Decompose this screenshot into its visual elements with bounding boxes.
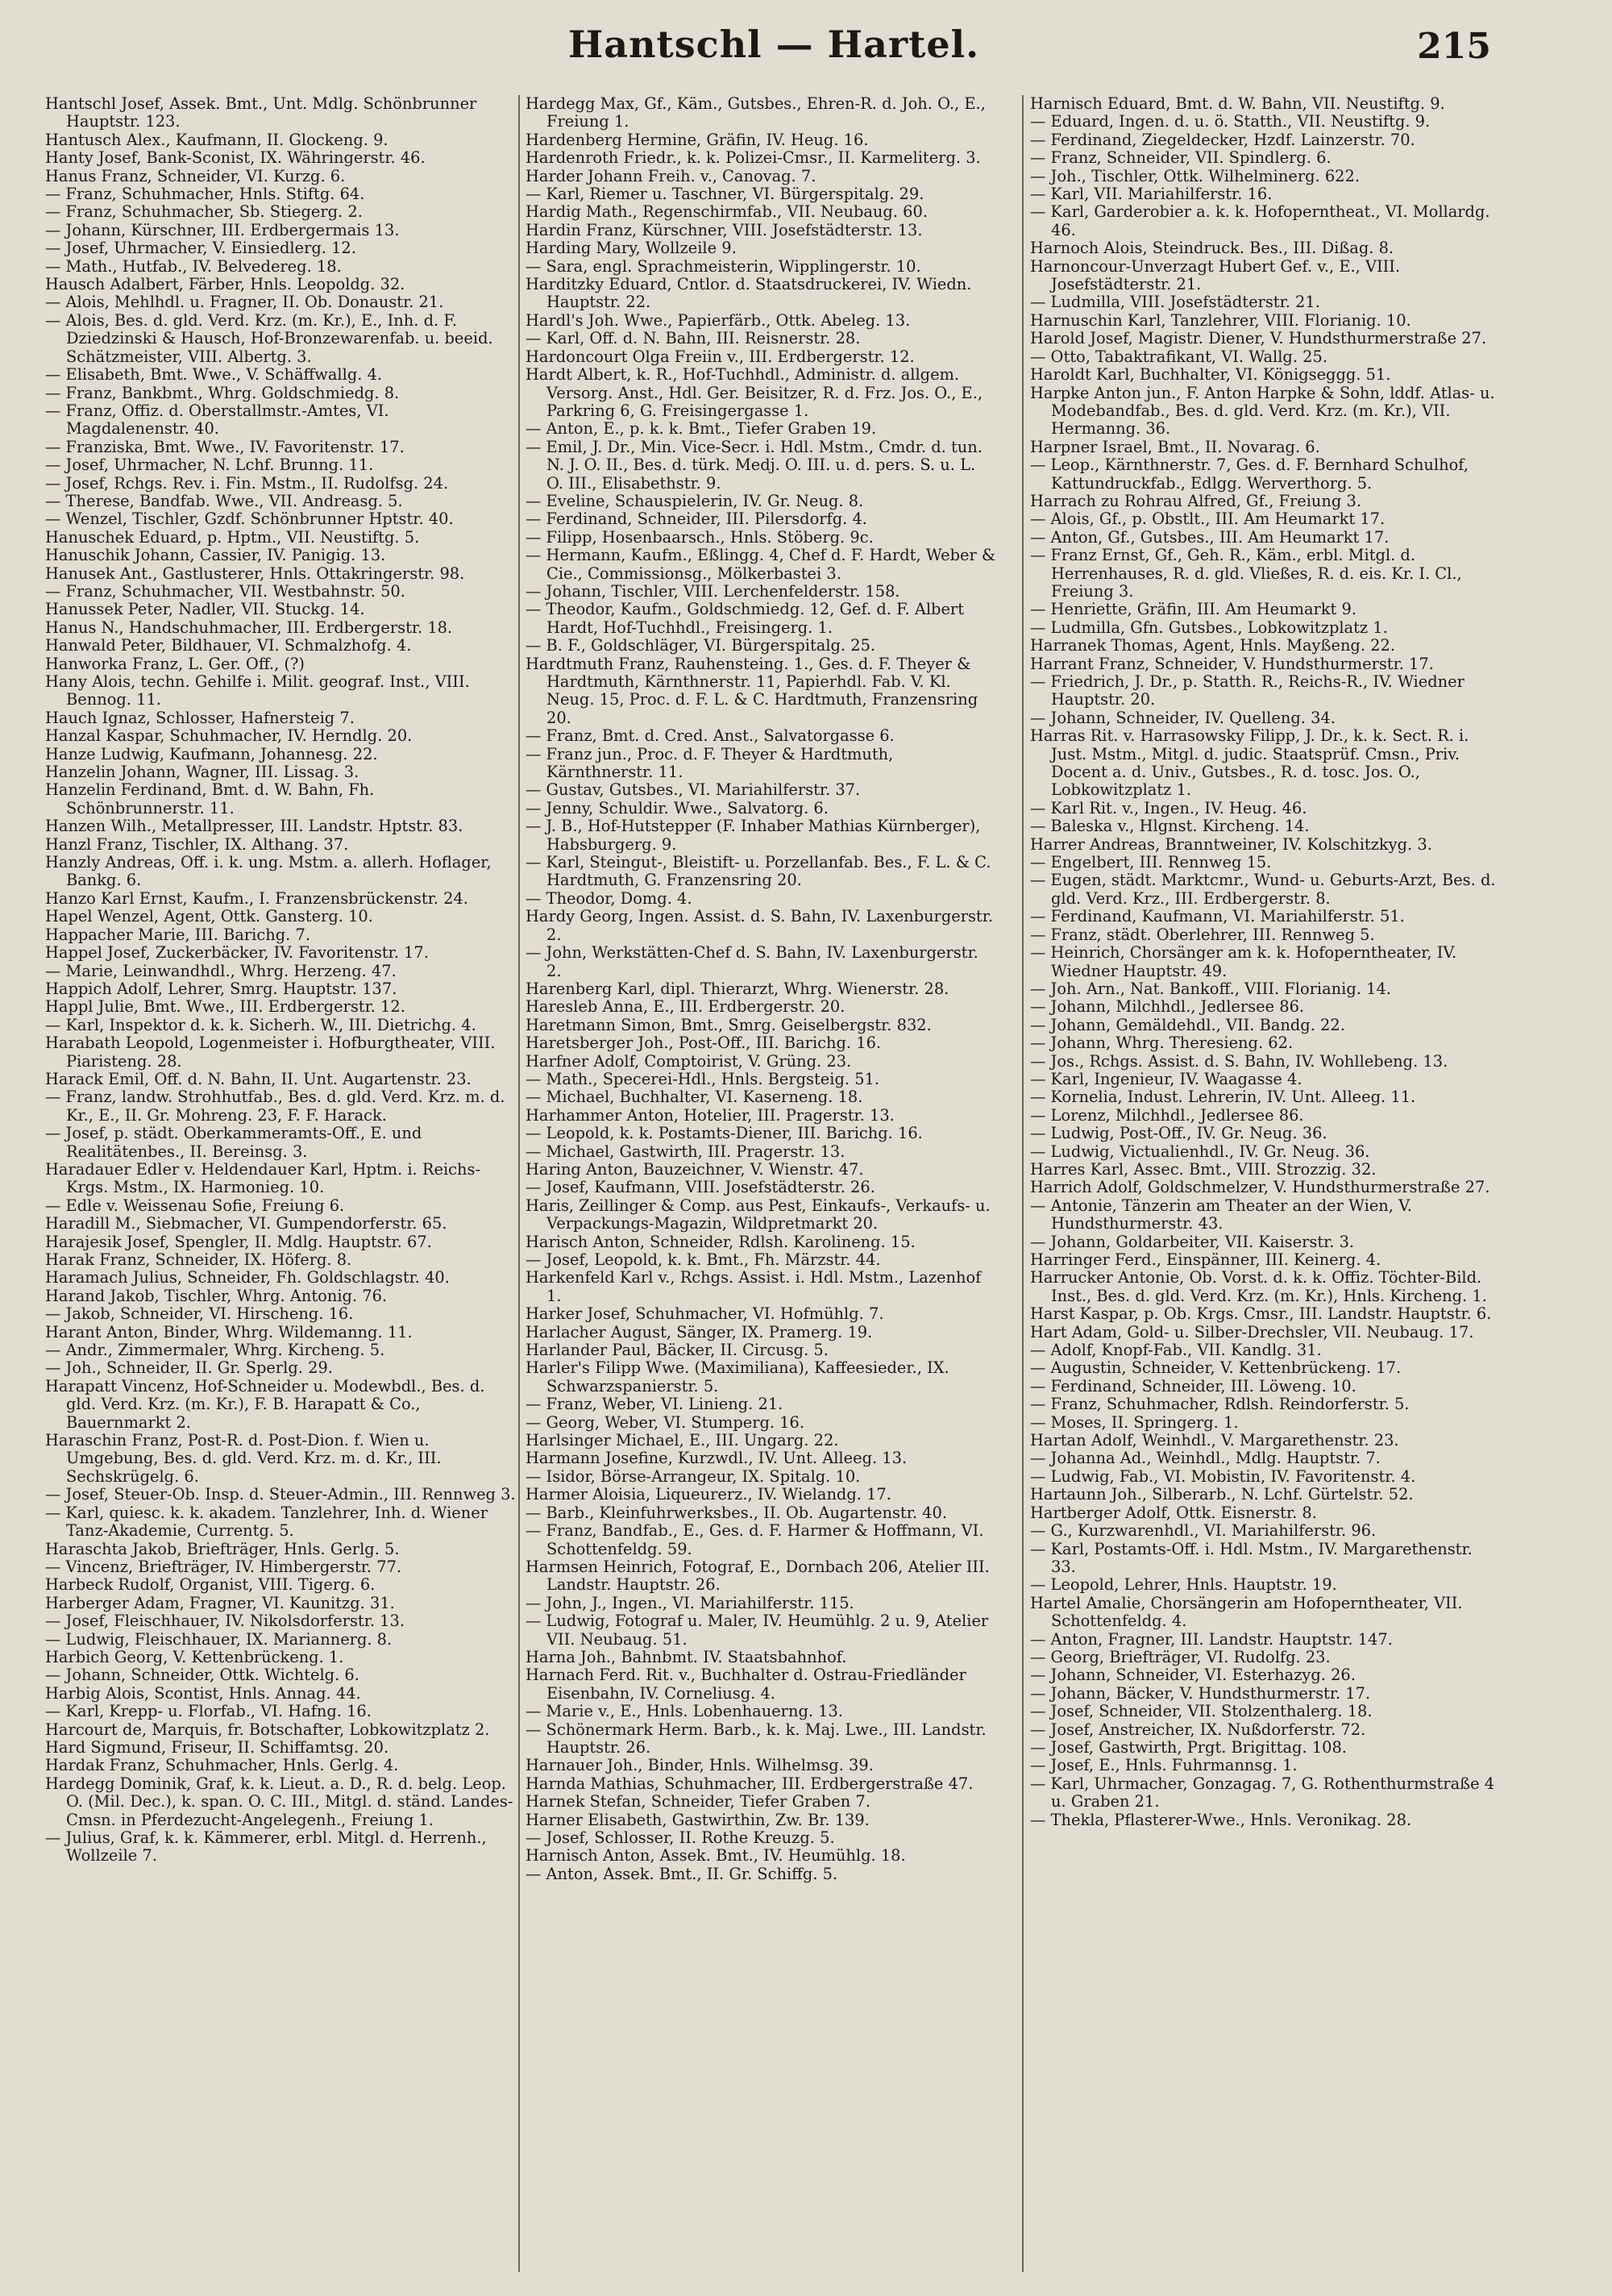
directory-entry: — Moses, II. Springerg. 1. [1030,1412,1239,1432]
directory-entry: — Johann, Milchhdl., Jedlersee 86. [1030,997,1305,1017]
directory-entry: — Filipp, Hosenbaarsch., Hnls. Stöberg. 9c. [526,527,874,547]
directory-entry: — Leopold, Lehrer, Hnls. Hauptstr. 19. [1030,1575,1337,1595]
directory-entry: Hanze Ludwig, Kaufmann, Johannesg. 22. [45,744,378,763]
directory-entry: — Josef, Kaufmann, VIII. Josefstädterstr. 26. [526,1178,875,1197]
directory-entry: — Thekla, Pflasterer-Wwe., Hnls. Veronikag. 28. [1030,1810,1412,1829]
directory-entry: Hartaunn Joh., Silberarb., N. Lchf. Gürtelstr. 52. [1030,1485,1414,1504]
directory-entry: Hanzelin Ferdinand, Bmt. d. W. Bahn, Fh. Schönbrunnerstr. 11. [45,780,375,817]
directory-entry: — Karl, Garderobier a. k. k. Hofoperntheat., VI. Mollardg. 46. [1030,202,1490,239]
directory-entry: Harbig Alois, Scontist, Hnls. Annag. 44. [45,1683,361,1703]
directory-entry: — Joh., Tischler, Ottk. Wilhelminerg. 622. [1030,166,1361,185]
directory-entry: — Hermann, Kaufm., Eßlingg. 4, Chef d. F. Hardt, Weber & Cie., Commissionsg., Mölkerbastei 3. [526,546,996,583]
directory-entry: Hauch Ignaz, Schlosser, Hafnersteig 7. [45,708,355,727]
directory-entry: Hardegg Dominik, Graf, k. k. Lieut. a. D., R. d. belg. Leop. O. (Mil. Dec.), k. span. O. C. III., Mitgl. d. ständ. Landes-Cmsn. in Pferdezucht-Angelegenh., Freiung 1. [45,1774,513,1829]
directory-entry: Harditzky Eduard, Cntlor. d. Staatsdruckerei, IV. Wiedn. Hauptstr. 22. [526,275,972,312]
directory-entry: Hanus Franz, Schneider, VI. Kurzg. 6. [45,166,346,185]
directory-entry: — Franz, Schuhmacher, VII. Westbahnstr. 50. [45,581,405,601]
directory-entry: Hapel Wenzel, Agent, Ottk. Gansterg. 10. [45,907,373,926]
page-number: 215 [1417,26,1491,67]
directory-entry: — Franz, Bandfab., E., Ges. d. F. Harmer & Hoffmann, VI. Schottenfeldg. 59. [526,1521,984,1558]
directory-entry: Hanwald Peter, Bildhauer, VI. Schmalzhofg. 4. [45,636,412,655]
directory-entry: — Kornelia, Indust. Lehrerin, IV. Unt. Alleeg. 11. [1030,1088,1416,1107]
directory-entry: Hanzelin Johann, Wagner, III. Lissag. 3. [45,763,359,782]
directory-entry: — Georg, Briefträger, VI. Rudolfg. 23. [1030,1647,1331,1666]
directory-entry: Hanworka Franz, L. Ger. Off., (?) [45,654,305,673]
directory-entry: Harpke Anton jun., F. Anton Harpke & Sohn, lddf. Atlas- u. Modebandfab., Bes. d. gld. Verd. Krz. (m. Kr.), VII. Hermanng. 36. [1030,383,1495,439]
directory-entry: — Josef, Schlosser, II. Rothe Kreuzg. 5. [526,1828,835,1847]
directory-entry: Haramach Julius, Schneider, Fh. Goldschlagstr. 40. [45,1268,450,1287]
directory-entry: — Eugen, städt. Marktcmr., Wund- u. Geburts-Arzt, Bes. d. gld. Verd. Krz., III. Erdbergerstr. 8. [1030,871,1496,908]
directory-entry: — Franz, Schuhmacher, Sb. Stiegerg. 2. [45,202,363,222]
directory-column-2 [526,95,997,2272]
directory-entry: — Karl, Steingut-, Bleistift- u. Porzellanfab. Bes., F. L. & C. Hardtmuth, G. Franzensring 20. [526,853,991,890]
directory-entry: — Jakob, Schneider, VI. Hirscheng. 16. [45,1304,354,1324]
directory-entry: — Henriette, Gräfin, III. Am Heumarkt 9. [1030,600,1356,619]
directory-entry: — Marie, Leinwandhdl., Whrg. Herzeng. 47. [45,961,397,980]
directory-entry: Harant Anton, Binder, Whrg. Wildemanng. 11. [45,1322,413,1341]
directory-entry: Hardtmuth Franz, Rauhensteing. 1., Ges. d. F. Theyer & Hardtmuth, Kärnthnerstr. 11, Papierhdl. Fab. V. Kl. Neug. 15, Proc. d. F. L. & C. Hardtmuth, Franzensring 20. [526,654,978,727]
directory-entry: — Edle v. Weissenau Sofie, Freiung 6. [45,1196,345,1215]
directory-entry: — Josef, Leopold, k. k. Bmt., Fh. Märzstr. 44. [526,1250,881,1269]
directory-entry: — Ferdinand, Ziegeldecker, Hzdf. Lainzerstr. 70. [1030,130,1415,149]
directory-entry: Harack Emil, Off. d. N. Bahn, II. Unt. Augartenstr. 23. [45,1069,472,1088]
directory-entry: — Alois, Gf., p. Obstlt., III. Am Heumarkt 17. [1030,510,1386,529]
directory-entry: Hanuschik Johann, Cassier, IV. Panigig. 13. [45,546,386,565]
directory-entry: Haresleb Anna, E., III. Erdbergerstr. 20. [526,997,845,1017]
directory-entry: Harfner Adolf, Comptoirist, V. Grüng. 23. [526,1051,852,1071]
directory-entry: — Schönermark Herm. Barb., k. k. Maj. Lwe., III. Landstr. Hauptstr. 26. [526,1720,987,1757]
directory-entry: Hardin Franz, Kürschner, VIII. Josefstädterstr. 13. [526,220,923,239]
directory-entry: Hardt Albert, k. R., Hof-Tuchhdl., Administr. d. allgem. Versorg. Anst., Hdl. Ger. Beisitzer, R. d. Frz. Jos. O., E., Parkring 6, G. Freisingergasse 1. [526,365,983,420]
directory-entry: Harenberg Karl, dipl. Thierarzt, Whrg. Wienerstr. 28. [526,979,949,998]
directory-entry: Hardenberg Hermine, Gräfin, IV. Heug. 16. [526,130,869,149]
directory-entry: Happl Julie, Bmt. Wwe., III. Erdbergerstr. 12. [45,997,405,1017]
directory-entry: — Franz, städt. Oberlehrer, III. Rennweg 5. [1030,925,1375,944]
directory-entry: Harnach Ferd. Rit. v., Buchhalter d. Ostrau-Friedländer Eisenbahn, IV. Corneliusg. 4. [526,1666,966,1703]
directory-entry: — Adolf, Knopf-Fab., VII. Kandlg. 31. [1030,1341,1322,1360]
directory-entry: — Johann, Kürschner, III. Erdbergermais 13. [45,220,400,239]
directory-entry: — Johann, Schneider, Ottk. Wichtelg. 6. [45,1666,359,1685]
directory-entry: Harberger Adam, Fragner, VI. Kaunitzg. 31. [45,1593,395,1612]
directory-entry: — Anton, Fragner, III. Landstr. Hauptstr. 147. [1030,1629,1393,1649]
directory-entry: — Josef, Gastwirth, Prgt. Brigittag. 108. [1030,1737,1347,1757]
directory-entry: — Franz, Schuhmacher, Rdlsh. Reindorferstr. 5. [1030,1395,1410,1414]
directory-entry: — Georg, Weber, VI. Stumperg. 16. [526,1412,805,1432]
directory-entry: Harnoch Alois, Steindruck. Bes., III. Dißag. 8. [1030,239,1394,258]
directory-entry: — John, J., Ingen., VI. Mariahilferstr. 115. [526,1593,854,1612]
directory-entry: Harranek Thomas, Agent, Hnls. Mayßeng. 22. [1030,636,1396,655]
directory-entry: Hanus N., Handschuhmacher, III. Erdbergerstr. 18. [45,618,453,637]
directory-entry: Harak Franz, Schneider, IX. Höferg. 8. [45,1250,352,1269]
directory-entry: Harras Rit. v. Harrasowsky Filipp, J. Dr., k. k. Sect. R. i. Just. Mstm., Mitgl. d. judic. Staatsprüf. Cmsn., Priv. Docent a. d. Univ., Gutsbes., R. d. tosc. Jos. O., Lobkowitzplatz 1. [1030,726,1469,800]
directory-entry: — Karl, Uhrmacher, Gonzagag. 7, G. Rothenthurmstraße 4 u. Graben 21. [1030,1774,1495,1811]
page-header-title: Hantschl — Hartel. [567,23,980,66]
directory-entry: Hausch Adalbert, Färber, Hnls. Leopoldg. 32. [45,275,405,294]
directory-entry: — Baleska v., Hlgnst. Kircheng. 14. [1030,817,1310,836]
directory-entry: Harker Josef, Schuhmacher, VI. Hofmühlg. 7. [526,1304,884,1324]
directory-entry: — Josef, E., Hnls. Fuhrmannsg. 1. [1030,1756,1298,1775]
directory-entry: Harrich Adolf, Goldschmelzer, V. Hundsthurmerstraße 27. [1030,1178,1490,1197]
directory-entry: — Josef, p. städt. Oberkammeramts-Off., E. und Realitätenbes., II. Bereinsg. 3. [45,1124,422,1161]
directory-entry: — Karl, Ingenieur, IV. Waagasse 4. [1030,1069,1302,1088]
directory-entry: Harkenfeld Karl v., Rchgs. Assist. i. Hdl. Mstm., Lazenhof 1. [526,1268,982,1305]
directory-entry: Harrant Franz, Schneider, V. Hundsthurmerstr. 17. [1030,654,1434,673]
directory-entry: — G., Kurzwarenhdl., VI. Mariahilferstr. 96. [1030,1521,1377,1541]
directory-entry: — Ludmilla, Gfn. Gutsbes., Lobkowitzplatz 1. [1030,618,1388,637]
directory-entry: Hanussek Peter, Nadler, VII. Stuckg. 14. [45,600,365,619]
directory-entry: — Andr., Zimmermaler, Whrg. Kircheng. 5. [45,1341,385,1360]
directory-entry: — Franziska, Bmt. Wwe., IV. Favoritenstr. 17. [45,437,405,456]
directory-entry: Haradill M., Siebmacher, VI. Gumpendorferstr. 65. [45,1214,447,1233]
directory-entry: Harrach zu Rohrau Alfred, Gf., Freiung 3. [1030,491,1361,510]
directory-entry: — Ferdinand, Schneider, III. Löweng. 10. [1030,1376,1356,1395]
directory-entry: Hardegg Max, Gf., Käm., Gutsbes., Ehren-R. d. Joh. O., E., Freiung 1. [526,95,986,131]
directory-entry: Harbeck Rudolf, Organist, VIII. Tigerg. 6. [45,1575,376,1595]
directory-entry: — Ludmilla, VIII. Josefstädterstr. 21. [1030,293,1320,312]
directory-entry: Haroldt Karl, Buchhalter, VI. Königseggg. 51. [1030,365,1391,385]
directory-entry: Haraschin Franz, Post-R. d. Post-Dion. f. Wien u. Umgebung, Bes. d. gld. Verd. Krz. m. d. Kr., III. Sechskrügelg. 6. [45,1431,442,1486]
directory-entry: — Ludwig, Fleischhauer, IX. Mariannerg. 8. [45,1629,393,1649]
directory-entry: Harler's Filipp Wwe. (Maximiliana), Kaffeesieder., IX. Schwarzspanierstr. 5. [526,1358,949,1395]
directory-entry: Harabath Leopold, Logenmeister i. Hofburgtheater, VIII. Piaristeng. 28. [45,1034,496,1071]
directory-entry: Haring Anton, Bauzeichner, V. Wienstr. 47. [526,1159,864,1179]
directory-entry: — Eveline, Schauspielerin, IV. Gr. Neug. 8. [526,491,864,510]
directory-entry: Hanzen Wilh., Metallpresser, III. Landstr. Hptstr. 83. [45,817,463,836]
directory-entry: — Johann, Tischler, VIII. Lerchenfelderstr. 158. [526,581,900,601]
directory-entry: Harmann Josefine, Kurzwdl., IV. Unt. Alleeg. 13. [526,1449,908,1468]
directory-entry: — Joh., Schneider, II. Gr. Sperlg. 29. [45,1358,333,1378]
directory-entry: Haretsberger Joh., Post-Off., III. Barichg. 16. [526,1034,882,1053]
directory-entry: — Ludwig, Victualienhdl., IV. Gr. Neug. 36. [1030,1142,1370,1161]
directory-entry: Hanzly Andreas, Off. i. k. ung. Mstm. a. allerh. Hoflager, Bankg. 6. [45,853,492,890]
directory-entry: — Karl, quiesc. k. k. akadem. Tanzlehrer, Inh. d. Wiener Tanz-Akademie, Currentg. 5. [45,1503,488,1541]
directory-entry: — Antonie, Tänzerin am Theater an der Wien, V. Hundsthurmerstr. 43. [1030,1196,1412,1233]
directory-entry: Haretmann Simon, Bmt., Smrg. Geiselbergstr. 832. [526,1015,932,1034]
directory-entry: — Anton, Gf., Gutsbes., III. Am Heumarkt 17. [1030,527,1390,547]
directory-entry: Harnisch Anton, Assek. Bmt., IV. Heumühlg. 18. [526,1846,906,1866]
directory-entry: — Ferdinand, Schneider, III. Pilersdorfg. 4. [526,510,867,529]
directory-entry: Harnek Stefan, Schneider, Tiefer Graben 7. [526,1792,870,1811]
directory-entry: Hard Sigmund, Friseur, II. Schiffamtsg. 20. [45,1737,389,1757]
directory-entry: Harner Elisabeth, Gastwirthin, Zw. Br. 139. [526,1810,870,1829]
directory-entry: Harnuschin Karl, Tanzlehrer, VIII. Florianig. 10. [1030,310,1411,330]
directory-entry: Harisch Anton, Schneider, Rdlsh. Karolineng. 15. [526,1232,916,1251]
directory-entry: — Josef, Rchgs. Rev. i. Fin. Mstm., II. Rudolfsg. 24. [45,473,449,493]
directory-entry: Hartberger Adolf, Ottk. Eisnerstr. 8. [1030,1503,1317,1522]
directory-entry: — Emil, J. Dr., Min. Vice-Secr. i. Hdl. Mstm., Cmdr. d. tun. N. J. O. II., Bes. d. türk. Medj. O. III. u. d. pers. S. u. L. O. III., Elisabethstr. 9. [526,437,983,493]
directory-entry: — Franz, Schuhmacher, Hnls. Stiftg. 64. [45,185,365,204]
directory-entry: — Engelbert, III. Rennweg 15. [1030,853,1272,872]
directory-entry: — Julius, Graf, k. k. Kämmerer, erbl. Mitgl. d. Herrenh., Wollzeile 7. [45,1828,487,1866]
directory-entry: — Johanna Ad., Weinhdl., Mdlg. Hauptstr. 7. [1030,1449,1381,1468]
directory-entry: — Josef, Anstreicher, IX. Nußdorferstr. 72. [1030,1720,1366,1739]
directory-entry: — Math., Hutfab., IV. Belvedereg. 18. [45,256,342,276]
directory-entry: — Michael, Buchhalter, VI. Kaserneng. 18. [526,1088,863,1107]
directory-entry: Harna Joh., Bahnbmt. IV. Staatsbahnhof. [526,1647,847,1666]
directory-entry: Hartan Adolf, Weinhdl., V. Margarethenstr. 23. [1030,1431,1399,1450]
directory-entry: — Therese, Bandfab. Wwe., VII. Andreasg. 5. [45,491,403,510]
directory-entry: Hanuschek Eduard, p. Hptm., VII. Neustiftg. 5. [45,527,420,547]
directory-column-1 [45,95,517,2272]
directory-entry: — Vincenz, Briefträger, IV. Himbergerstr. 77. [45,1557,402,1576]
directory-entry: — B. F., Goldschläger, VI. Bürgerspitalg. 25. [526,636,876,655]
directory-entry: Harmsen Heinrich, Fotograf, E., Dornbach 206, Atelier III. Landstr. Hauptstr. 26. [526,1557,990,1595]
column-divider [518,95,520,2272]
directory-entry: — Leop., Kärnthnerstr. 7, Ges. d. F. Bernhard Schulhof, Kattundruckfab., Edlgg. Werverthorg. 5. [1030,455,1469,493]
directory-entry: Hanzo Karl Ernst, Kaufm., I. Franzensbrückenstr. 24. [45,888,468,908]
directory-entry: — Otto, Tabaktrafikant, VI. Wallg. 25. [1030,347,1327,366]
column-divider [1022,95,1024,2272]
directory-entry: — Augustin, Schneider, V. Kettenbrückeng. 17. [1030,1358,1402,1378]
directory-entry: — Michael, Gastwirth, III. Pragerstr. 13. [526,1142,845,1161]
directory-entry: — Alois, Bes. d. gld. Verd. Krz. (m. Kr.), E., Inh. d. F. Dziedzinski & Hausch, Hof-Bronzewarenfab. u. beeid. Schätzmeister, VIII. Albertg. 3. [45,310,493,366]
directory-entry: — Franz, Offiz. d. Oberstallmstr.-Amtes, VI. Magdalenenstr. 40. [45,401,389,439]
directory-entry: Harder Johann Freih. v., Canovag. 7. [526,166,816,185]
directory-entry: — Anton, Assek. Bmt., II. Gr. Schiffg. 5. [526,1864,838,1883]
directory-entry: — Wenzel, Tischler, Gzdf. Schönbrunner Hptstr. 40. [45,510,454,529]
directory-entry: Harapatt Vincenz, Hof-Schneider u. Modewbdl., Bes. d. gld. Verd. Krz. (m. Kr.), F. B. Harapatt & Co., Bauernmarkt 2. [45,1376,485,1432]
directory-entry: Harold Josef, Magistr. Diener, V. Hundsthurmerstraße 27. [1030,329,1487,348]
directory-entry: Harnda Mathias, Schuhmacher, III. Erdbergerstraße 47. [526,1774,974,1793]
directory-entry: Harnauer Joh., Binder, Hnls. Wilhelmsg. 39. [526,1756,874,1775]
directory-entry: — Josef, Uhrmacher, N. Lchf. Brunng. 11. [45,455,374,475]
directory-entry: — John, Werkstätten-Chef d. S. Bahn, IV. Laxenburgerstr. 2. [526,943,978,980]
directory-column-3 [1030,95,1502,2272]
directory-entry: — Leopold, k. k. Postamts-Diener, III. Barichg. 16. [526,1124,923,1143]
directory-entry: Harand Jakob, Tischler, Whrg. Antonig. 76. [45,1286,388,1305]
directory-entry: Harajesik Josef, Spengler, II. Mdlg. Hauptstr. 67. [45,1232,432,1251]
directory-entry: — Johann, Bäcker, V. Hundsthurmerstr. 17. [1030,1683,1371,1703]
directory-entry: — Franz, Bankbmt., Whrg. Goldschmiedg. 8. [45,383,400,402]
directory-entry: — Karl, Krepp- u. Florfab., VI. Hafng. 16. [45,1702,372,1721]
directory-entry: Harrucker Antonie, Ob. Vorst. d. k. k. Offiz. Töchter-Bild. Inst., Bes. d. gld. Verd. Krz. (m. Kr.), Hnls. Kircheng. 1. [1030,1268,1487,1305]
directory-entry: — Jenny, Schuldir. Wwe., Salvatorg. 6. [526,798,829,817]
directory-entry: Haraschta Jakob, Briefträger, Hnls. Gerlg. 5. [45,1539,400,1558]
directory-entry: — Franz, Schneider, VII. Spindlerg. 6. [1030,148,1332,168]
directory-entry: — Friedrich, J. Dr., p. Statth. R., Reichs-R., IV. Wiedner Hauptstr. 20. [1030,672,1465,709]
directory-entry: — Heinrich, Chorsänger am k. k. Hofoperntheater, IV. Wiedner Hauptstr. 49. [1030,943,1457,980]
directory-entry: — Ferdinand, Kaufmann, VI. Mariahilferstr. 51. [1030,907,1405,926]
directory-entry: — Ludwig, Post-Off., IV. Gr. Neug. 36. [1030,1124,1327,1143]
directory-entry: — Eduard, Ingen. d. u. ö. Statth., VII. Neustiftg. 9. [1030,112,1431,131]
directory-entry: — Math., Specerei-Hdl., Hnls. Bergsteig. 51. [526,1069,880,1088]
directory-entry: Harlacher August, Sänger, IX. Pramerg. 19. [526,1322,873,1341]
directory-entry: — Franz, Bmt. d. Cred. Anst., Salvatorgasse 6. [526,726,895,746]
directory-entry: Hardy Georg, Ingen. Assist. d. S. Bahn, IV. Laxenburgerstr. 2. [526,907,994,944]
directory-entry: Hardoncourt Olga Freiin v., III. Erdbergerstr. 12. [526,347,915,366]
directory-entry: Harhammer Anton, Hotelier, III. Pragerstr. 13. [526,1105,895,1125]
directory-entry: — Joh. Arn., Nat. Bankoff., VIII. Florianig. 14. [1030,979,1391,998]
directory-entry: Harst Kaspar, p. Ob. Krgs. Cmsr., III. Landstr. Hauptstr. 6. [1030,1304,1492,1324]
directory-entry: Happel Josef, Zuckerbäcker, IV. Favoritenstr. 17. [45,943,429,963]
directory-entry: — Anton, E., p. k. k. Bmt., Tiefer Graben 19. [526,419,877,439]
directory-entry: — Karl Rit. v., Ingen., IV. Heug. 46. [1030,798,1307,817]
directory-entry: — Elisabeth, Bmt. Wwe., V. Schäffwallg. 4. [45,365,383,385]
directory-entry: — Alois, Mehlhdl. u. Fragner, II. Ob. Donaustr. 21. [45,293,444,312]
directory-entry: — Ludwig, Fotograf u. Maler, IV. Heumühlg. 2 u. 9, Atelier VII. Neubaug. 51. [526,1612,989,1649]
directory-entry: — Franz, landw. Strohhutfab., Bes. d. gld. Verd. Krz. m. d. Kr., E., II. Gr. Mohreng. 23, F. F. Harack. [45,1088,505,1125]
directory-entry: — Isidor, Börse-Arrangeur, IX. Spitalg. 10. [526,1466,861,1486]
directory-entry: Hardl's Joh. Wwe., Papierfärb., Ottk. Abeleg. 13. [526,310,911,330]
directory-entry: Harding Mary, Wollzeile 9. [526,239,737,258]
directory-entry: — Johann, Goldarbeiter, VII. Kaiserstr. 3. [1030,1232,1355,1251]
directory-entry: Hartel Amalie, Chorsängerin am Hofoperntheater, VII. Schottenfeldg. 4. [1030,1593,1463,1631]
directory-entry: — Karl, Postamts-Off. i. Hdl. Mstm., IV. Margarethenstr. 33. [1030,1539,1473,1576]
directory-entry: Hardak Franz, Schuhmacher, Hnls. Gerlg. 4. [45,1756,399,1775]
directory-entry: — Theodor, Kaufm., Goldschmiedg. 12, Gef. d. F. Albert Hardt, Hof-Tuchhdl., Freisingerg. 1. [526,600,964,637]
directory-entry: — Josef, Steuer-Ob. Insp. d. Steuer-Admin., III. Rennweg 3. [45,1485,516,1504]
directory-entry: — Ludwig, Fab., VI. Mobistin, IV. Favoritenstr. 4. [1030,1466,1416,1486]
directory-entry: Harlsinger Michael, E., III. Ungarg. 22. [526,1431,839,1450]
directory-entry: Harmer Aloisia, Liqueurerz., IV. Wielandg. 17. [526,1485,891,1504]
directory-entry: — Franz Ernst, Gf., Geh. R., Käm., erbl. Mitgl. d. Herrenhauses, R. d. gld. Vließes, R. d. eis. Kr. I. Cl., Freiung 3. [1030,546,1462,601]
directory-entry: — Johann, Schneider, IV. Quelleng. 34. [1030,708,1336,727]
directory-entry: — Karl, Riemer u. Taschner, VI. Bürgerspitalg. 29. [526,185,924,204]
directory-entry: Harringer Ferd., Einspänner, III. Keinerg. 4. [1030,1250,1381,1269]
directory-entry: Harrer Andreas, Branntweiner, IV. Kolschitzkyg. 3. [1030,834,1432,854]
directory-entry: — Karl, VII. Mariahilferstr. 16. [1030,185,1273,204]
directory-entry: — Barb., Kleinfuhrwerksbes., II. Ob. Augartenstr. 40. [526,1503,948,1522]
directory-entry: Harnisch Eduard, Bmt. d. W. Bahn, VII. Neustiftg. 9. [1030,95,1445,113]
directory-entry: — Karl, Off. d. N. Bahn, III. Reisnerstr. 28. [526,329,861,348]
directory-entry: Haradauer Edler v. Heldendauer Karl, Hptm. i. Reichs-Krgs. Mstm., IX. Harmonieg. 10. [45,1159,480,1197]
directory-entry: Happacher Marie, III. Barichg. 7. [45,925,310,944]
directory-entry: — Jos., Rchgs. Assist. d. S. Bahn, IV. Wohllebeng. 13. [1030,1051,1448,1071]
directory-entry: Hanty Josef, Bank-Sconist, IX. Währingerstr. 46. [45,148,426,168]
directory-entry: Harnoncour-Unverzagt Hubert Gef. v., E., VIII. Josefstädterstr. 21. [1030,256,1401,294]
directory-entry: Hany Alois, techn. Gehilfe i. Milit. geograf. Inst., VIII. Bennog. 11. [45,672,470,709]
directory-entry: — Josef, Fleischhauer, IV. Nikolsdorferstr. 13. [45,1612,405,1631]
directory-entry: Hantusch Alex., Kaufmann, II. Glockeng. 9. [45,130,388,149]
directory-entry: Harcourt de, Marquis, fr. Botschafter, Lobkowitzplatz 2. [45,1720,490,1739]
directory-entry: Hanzal Kaspar, Schuhmacher, IV. Herndlg. 20. [45,726,413,746]
directory-entry: — Franz, Weber, VI. Linieng. 21. [526,1395,783,1414]
directory-entry: — Johann, Whrg. Theresieng. 62. [1030,1034,1294,1053]
directory-entry: Harlander Paul, Bäcker, II. Circusg. 5. [526,1341,829,1360]
directory-entry: Hart Adam, Gold- u. Silber-Drechsler, VII. Neubaug. 17. [1030,1322,1474,1341]
directory-entry: — Johann, Gemäldehdl., VII. Bandg. 22. [1030,1015,1345,1034]
directory-entry: Hanzl Franz, Tischler, IX. Althang. 37. [45,834,349,854]
directory-entry: — Josef, Schneider, VII. Stolzenthalerg. 18. [1030,1702,1373,1721]
directory-entry: — Johann, Schneider, VI. Esterhazyg. 26. [1030,1666,1356,1685]
directory-entry: — Karl, Inspektor d. k. k. Sicherh. W., III. Dietrichg. 4. [45,1015,476,1034]
directory-entry: Hardig Math., Regenschirmfab., VII. Neubaug. 60. [526,202,928,222]
directory-entry: Harpner Israel, Bmt., II. Novarag. 6. [1030,437,1320,456]
directory-entry: Hanusek Ant., Gastlusterer, Hnls. Ottakringerstr. 98. [45,564,465,583]
directory-entry: — Lorenz, Milchhdl., Jedlersee 86. [1030,1105,1304,1125]
directory-entry: Hantschl Josef, Assek. Bmt., Unt. Mdlg. Schönbrunner Hauptstr. 123. [45,95,477,131]
directory-entry: Harbich Georg, V. Kettenbrückeng. 1. [45,1647,344,1666]
directory-entry: — Theodor, Domg. 4. [526,888,692,908]
directory-entry: — Josef, Uhrmacher, V. Einsiedlerg. 12. [45,239,356,258]
directory-entry: Harres Karl, Assec. Bmt., VIII. Strozzig. 32. [1030,1159,1377,1179]
directory-entry: — Franz jun., Proc. d. F. Theyer & Hardtmuth, Kärnthnerstr. 11. [526,744,894,782]
directory-entry: — Marie v., E., Hnls. Lobenhauerng. 13. [526,1702,844,1721]
directory-entry: Hardenroth Friedr., k. k. Polizei-Cmsr., II. Karmeliterg. 3. [526,148,981,168]
directory-entry: Happich Adolf, Lehrer, Smrg. Hauptstr. 137. [45,979,397,998]
directory-entry: — J. B., Hof-Hutstepper (F. Inhaber Mathias Kürnberger), Habsburgerg. 9. [526,817,981,854]
directory-entry: Haris, Zeillinger & Comp. aus Pest, Einkaufs-, Verkaufs- u. Verpackungs-Magazin, Wildpretmarkt 20. [526,1196,991,1233]
directory-entry: — Sara, engl. Sprachmeisterin, Wipplingerstr. 10. [526,256,921,276]
directory-entry: — Gustav, Gutsbes., VI. Mariahilferstr. 37. [526,780,861,800]
